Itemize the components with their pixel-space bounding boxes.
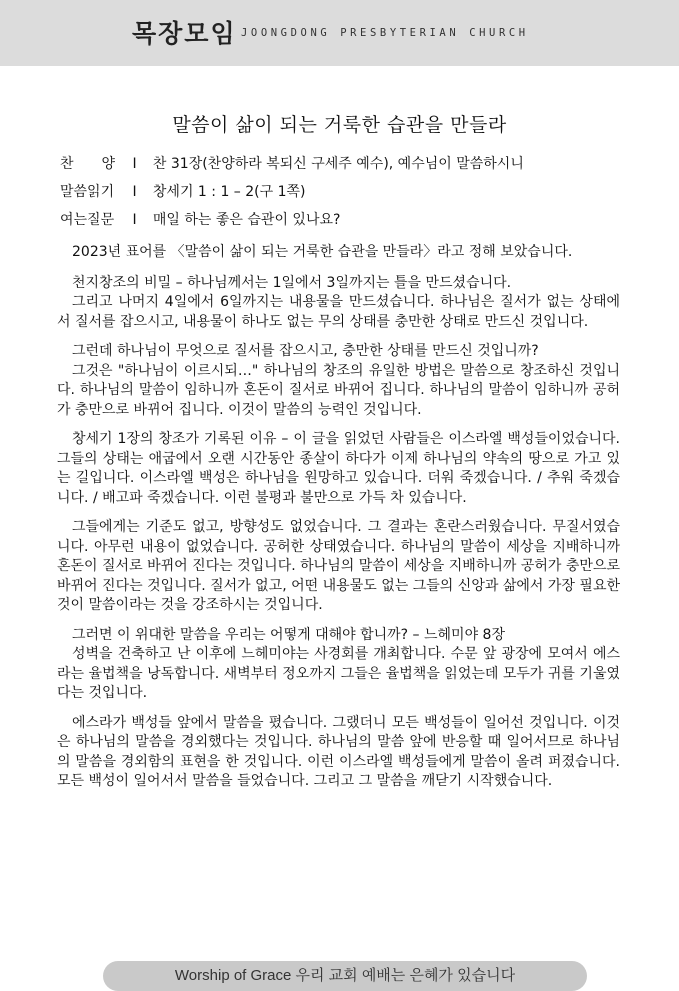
- page-title: 말씀이 삶이 되는 거룩한 습관을 만들라: [172, 114, 507, 136]
- paragraph-line: 성벽을 건축하고 난 이후에 느헤미야는 사경회를 개최합니다. 수문 앞 광장에 모여서 에스라는 율법책을 낭독합니다. 새벽부터 정오까지 그들은 율법책을 읽었는데 모두가 귀를 기울였다는 것입니다.: [57, 646, 620, 701]
- meta-separator: I: [132, 156, 137, 172]
- meta-label: 말씀읽기: [60, 184, 115, 200]
- paragraph: [57, 714, 620, 792]
- meta-row-question: [60, 206, 524, 234]
- meta-info: [60, 150, 524, 234]
- meta-value: 창세기 1 : 1 – 2(구 1쪽): [152, 184, 306, 200]
- paragraph: [57, 518, 620, 616]
- paragraph-line: 그러면 이 위대한 말씀을 우리는 어떻게 대해야 합니까? – 느헤미야 8장: [72, 626, 505, 643]
- paragraph-line: 그것은 "하나님이 이르시되…" 하나님의 창조의 유일한 방법은 말씀으로 창조하신 것입니다. 하나님의 말씀이 임하니까 혼돈이 질서로 바뀌어 집니다. 하나님의 말씀이 임하니까 공허가 충만으로 바뀌어 집니다. 이것이 말씀의 능력인 것입니다.: [57, 362, 620, 418]
- header-bar: [0, 0, 679, 66]
- paragraph: [57, 274, 620, 333]
- meta-label: 여는질문: [60, 212, 115, 228]
- header-title: 목장모임: [132, 19, 237, 48]
- paragraph: [57, 243, 620, 263]
- footer-text: Worship of Grace 우리 교회 예배는 은혜가 있습니다: [174, 967, 516, 984]
- paragraph: [57, 430, 620, 508]
- paragraph-line: 2023년 표어를 〈말씀이 삶이 되는 거룩한 습관을 만들라〉라고 정해 보았습니다.: [72, 244, 573, 260]
- sermon-body: [57, 243, 620, 802]
- meta-separator: I: [132, 212, 137, 228]
- paragraph-line: 그들에게는 기준도 없고, 방향성도 없었습니다. 그 결과는 혼란스러웠습니다. 무질서였습니다. 아무런 내용이 없었습니다. 공허한 상태였습니다. 하나님의 말씀이 세상을 지배하니까 혼돈이 질서로 바뀌어 진다는 것입니다. 하나님의 말씀이 세상을 지배하니까 공허가 충만으로 바뀌어 진다는 것입니다. 질서가 없고, 어떤 내용물도 없는 그들의 신앙과 삶에서 가장 필요한 것이 말씀이라는 것을 강조하시는 것입니다.: [57, 519, 620, 613]
- paragraph: [57, 626, 620, 704]
- paragraph-line: 그런데 하나님이 무엇으로 질서를 잡으시고, 충만한 상태를 만드신 것입니까?: [72, 343, 539, 359]
- paragraph: [57, 342, 620, 420]
- paragraph-line: 창세기 1장의 창조가 기록된 이유 – 이 글을 읽었던 사람들은 이스라엘 백성들이었습니다. 그들의 상태는 애굽에서 오랜 시간동안 종살이 하다가 이제 하나님의 약속의 땅으로 가고 있는 길입니다. 이스라엘 백성은 하나님을 원망하고 있습니다. 더워 죽겠습니다. / 추워 죽겠습니다. / 배고파 죽겠습니다. 이런 불평과 불만으로 가득 차 있습니다.: [57, 431, 620, 506]
- paragraph-line: 에스라가 백성들 앞에서 말씀을 폈습니다. 그랬더니 모든 백성들이 일어선 것입니다. 이것은 하나님의 말씀을 경외했다는 것입니다. 하나님의 말씀 앞에 반응할 때 일어서므로 하나님의 말씀을 경외함의 표현을 한 것입니다. 이런 이스라엘 백성들에게 말씀이 올려 퍼졌습니다. 모든 백성이 일어서서 말씀을 들었습니다. 그리고 그 말씀을 깨닫기 시작했습니다.: [57, 714, 620, 789]
- meta-label: 찬 양: [60, 156, 116, 172]
- header-subtitle: JOONGDONG PRESBYTERIAN CHURCH: [241, 27, 529, 39]
- paragraph-line: 천지창조의 비밀 – 하나님께서는 1일에서 3일까지는 틀을 만드셨습니다.: [72, 274, 512, 291]
- meta-value: 매일 하는 좋은 습관이 있나요?: [152, 212, 341, 228]
- meta-separator: I: [132, 184, 137, 200]
- meta-row-reading: [60, 178, 524, 206]
- paragraph-line: 그리고 나머지 4일에서 6일까지는 내용물을 만드셨습니다. 하나님은 질서가 없는 상태에서 질서를 잡으시고, 내용물이 하나도 없는 무의 상태를 충만한 상태로 만드신 것입니다.: [57, 294, 620, 330]
- meta-row-hymn: [60, 150, 524, 178]
- meta-value: 찬 31장(찬양하라 복되신 구세주 예수), 예수님이 말씀하시니: [152, 156, 524, 172]
